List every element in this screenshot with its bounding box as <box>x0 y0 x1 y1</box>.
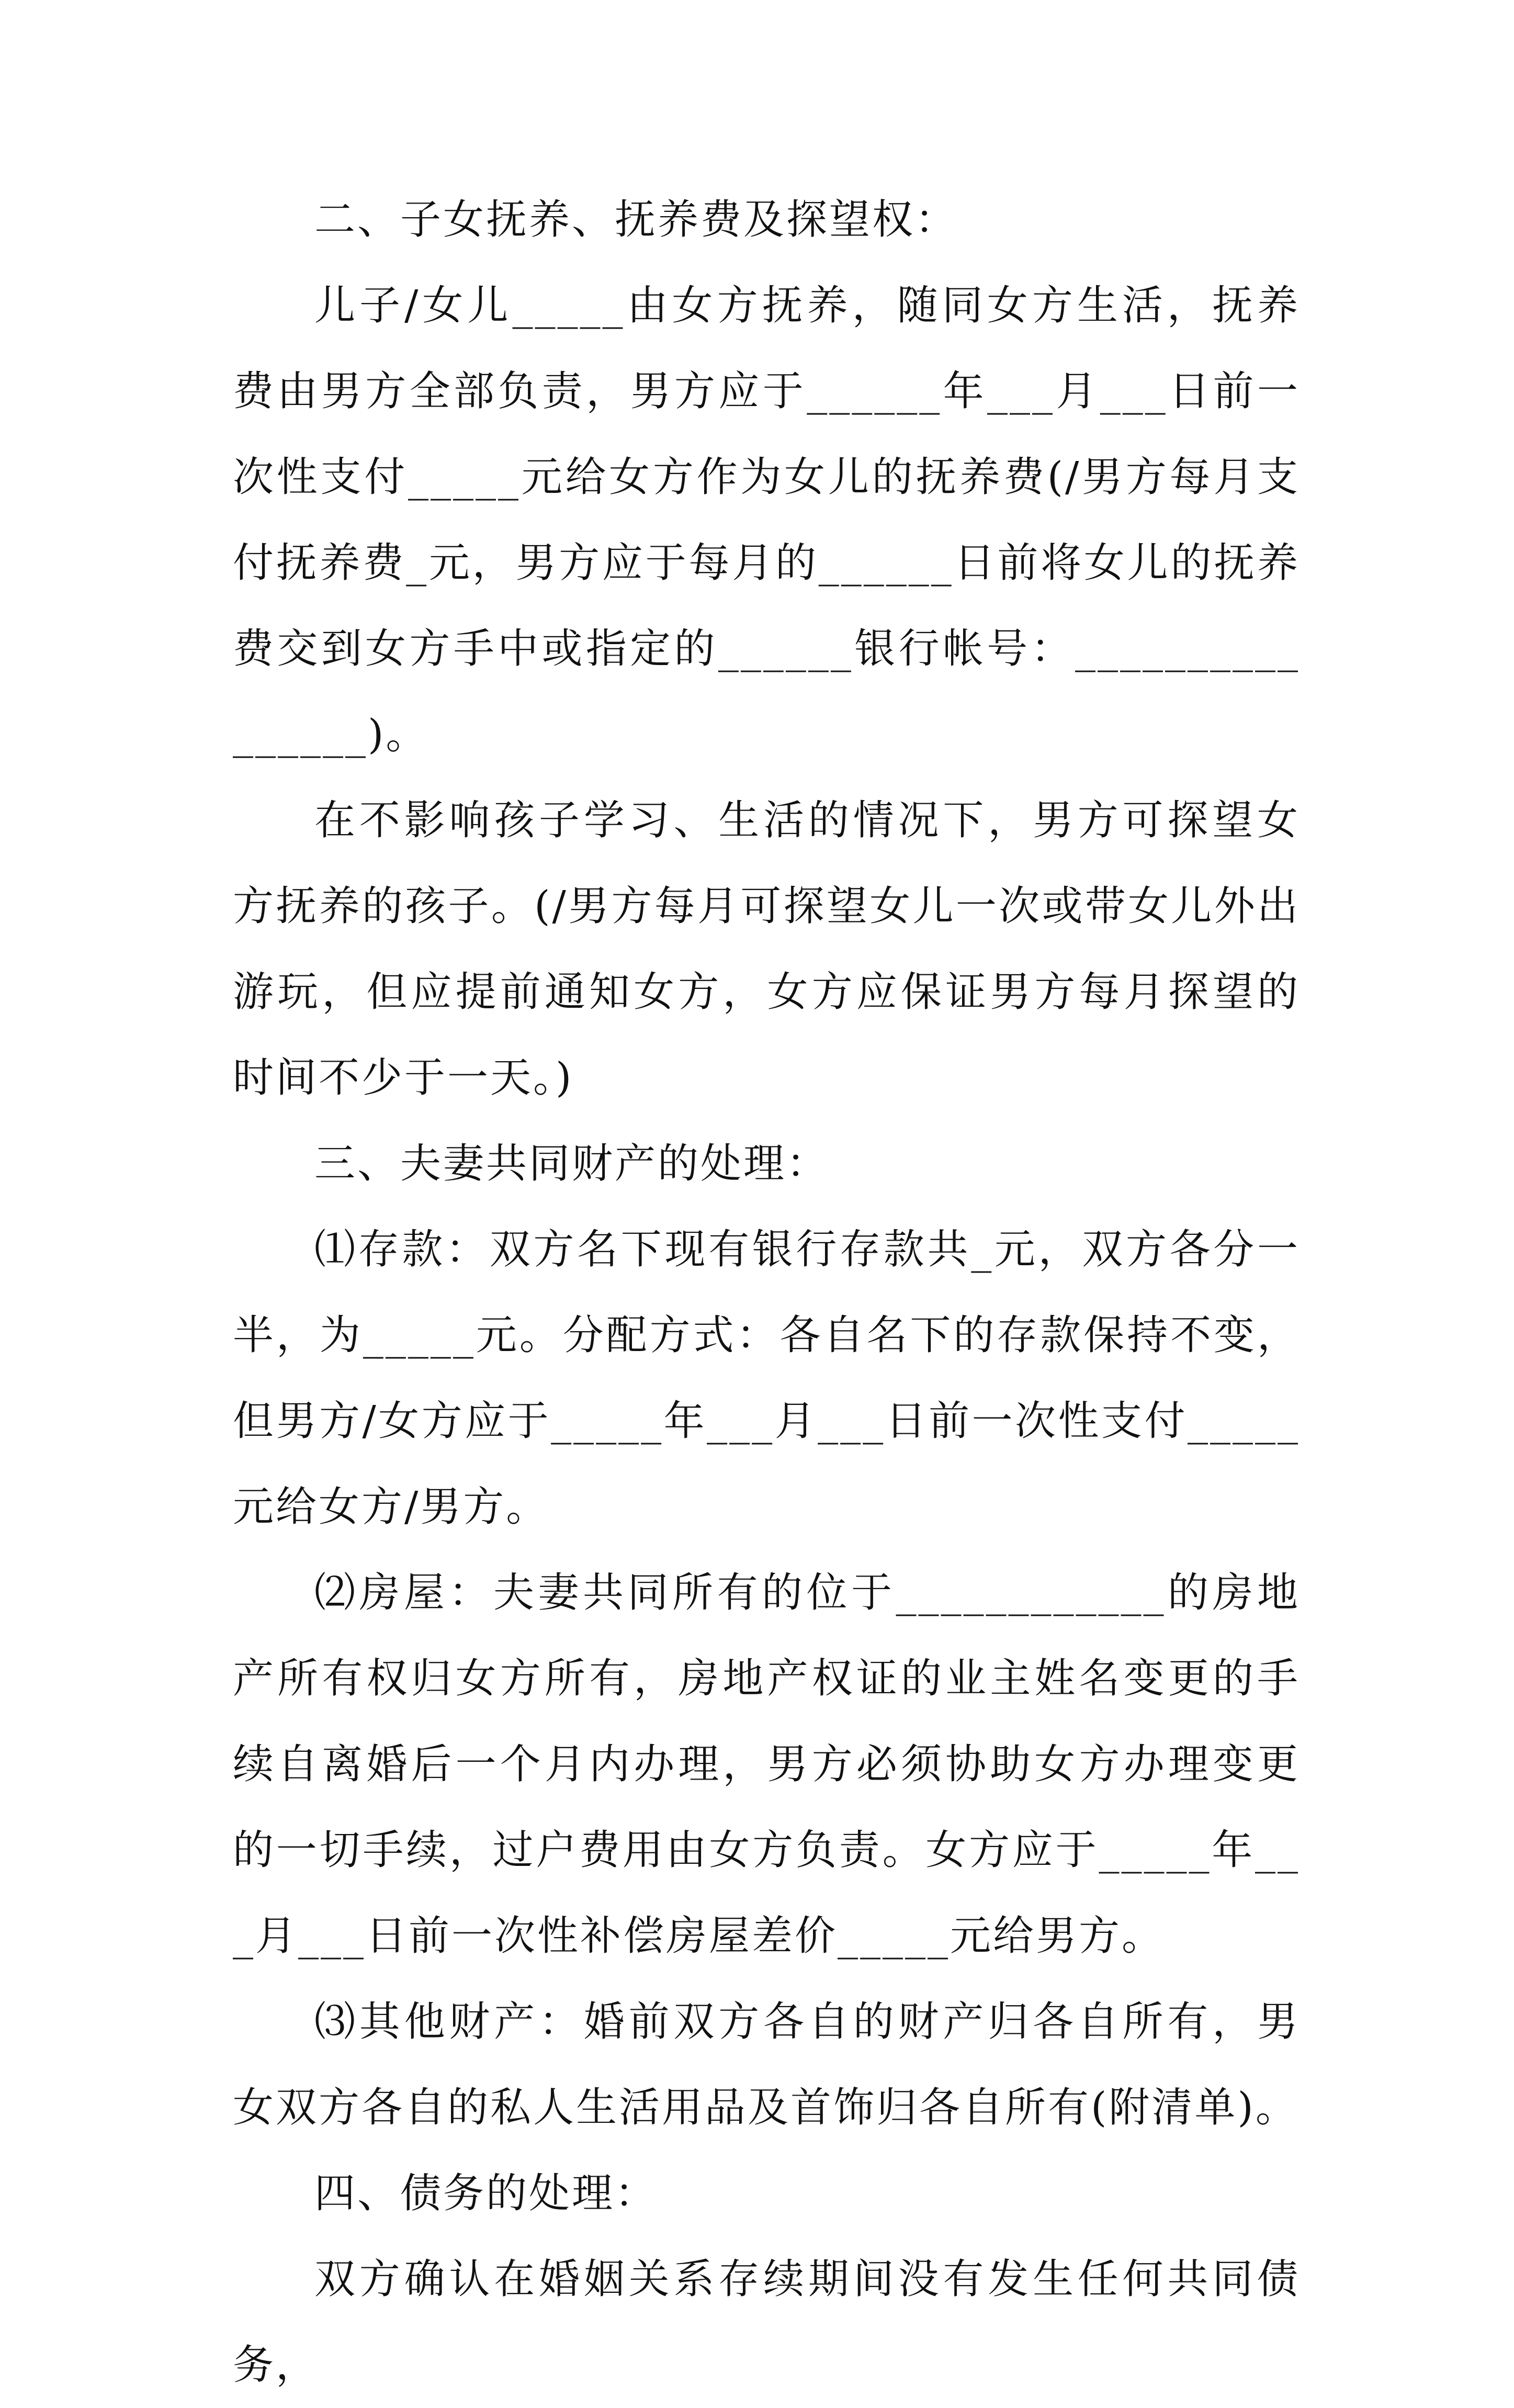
paragraph-deposits: ⑴存款：双方名下现有银行存款共_元，双方各分一半，为_____元。分配方式：各自名下的存款保持不变，但男方/女方应于_____年___月___日前一次性支付_____元给女方/男方。 <box>233 1226 1300 1531</box>
heading-joint-property: 三、夫妻共同财产的处理： <box>314 1140 830 1187</box>
paragraph-visitation: 在不影响孩子学习、生活的情况下，男方可探望女方抚养的孩子。(/男方每月可探望女儿一次或带女儿外出游玩，但应提前通知女方，女方应保证男方每月探望的时间不少于一天。) <box>233 797 1300 1101</box>
paragraph-debts: 双方确认在婚姻关系存续期间没有发生任何共同债务， <box>233 2256 1300 2389</box>
heading-child-custody: 二、子女抚养、抚养费及探望权： <box>314 196 958 243</box>
paragraph-child-support: 儿子/女儿_____由女方抚养，随同女方生活，抚养费由男方全部负责，男方应于______年___月___日前一次性支付_____元给女方作为女儿的抚养费(/男方每月支付抚养费_元，男方应于每月的______日前将女儿的抚养费交到女方手中或指定的______银行帐号：________________)。 <box>233 282 1300 758</box>
paragraph-other-property: ⑶其他财产：婚前双方各自的财产归各自所有，男女双方各自的私人生活用品及首饰归各自所有(附清单)。 <box>233 1998 1300 2131</box>
heading-debts: 四、债务的处理： <box>314 2170 658 2217</box>
paragraph-house: ⑵房屋：夫妻共同所有的位于____________的房地产所有权归女方所有，房地产权证的业主姓名变更的手续自离婚后一个月内办理，男方必须协助女方办理变更的一切手续，过户费用由女方负责。女方应于_____年___月___日前一次性补偿房屋差价_____元给男方。 <box>233 1569 1300 1960</box>
document-body <box>233 177 1300 2408</box>
